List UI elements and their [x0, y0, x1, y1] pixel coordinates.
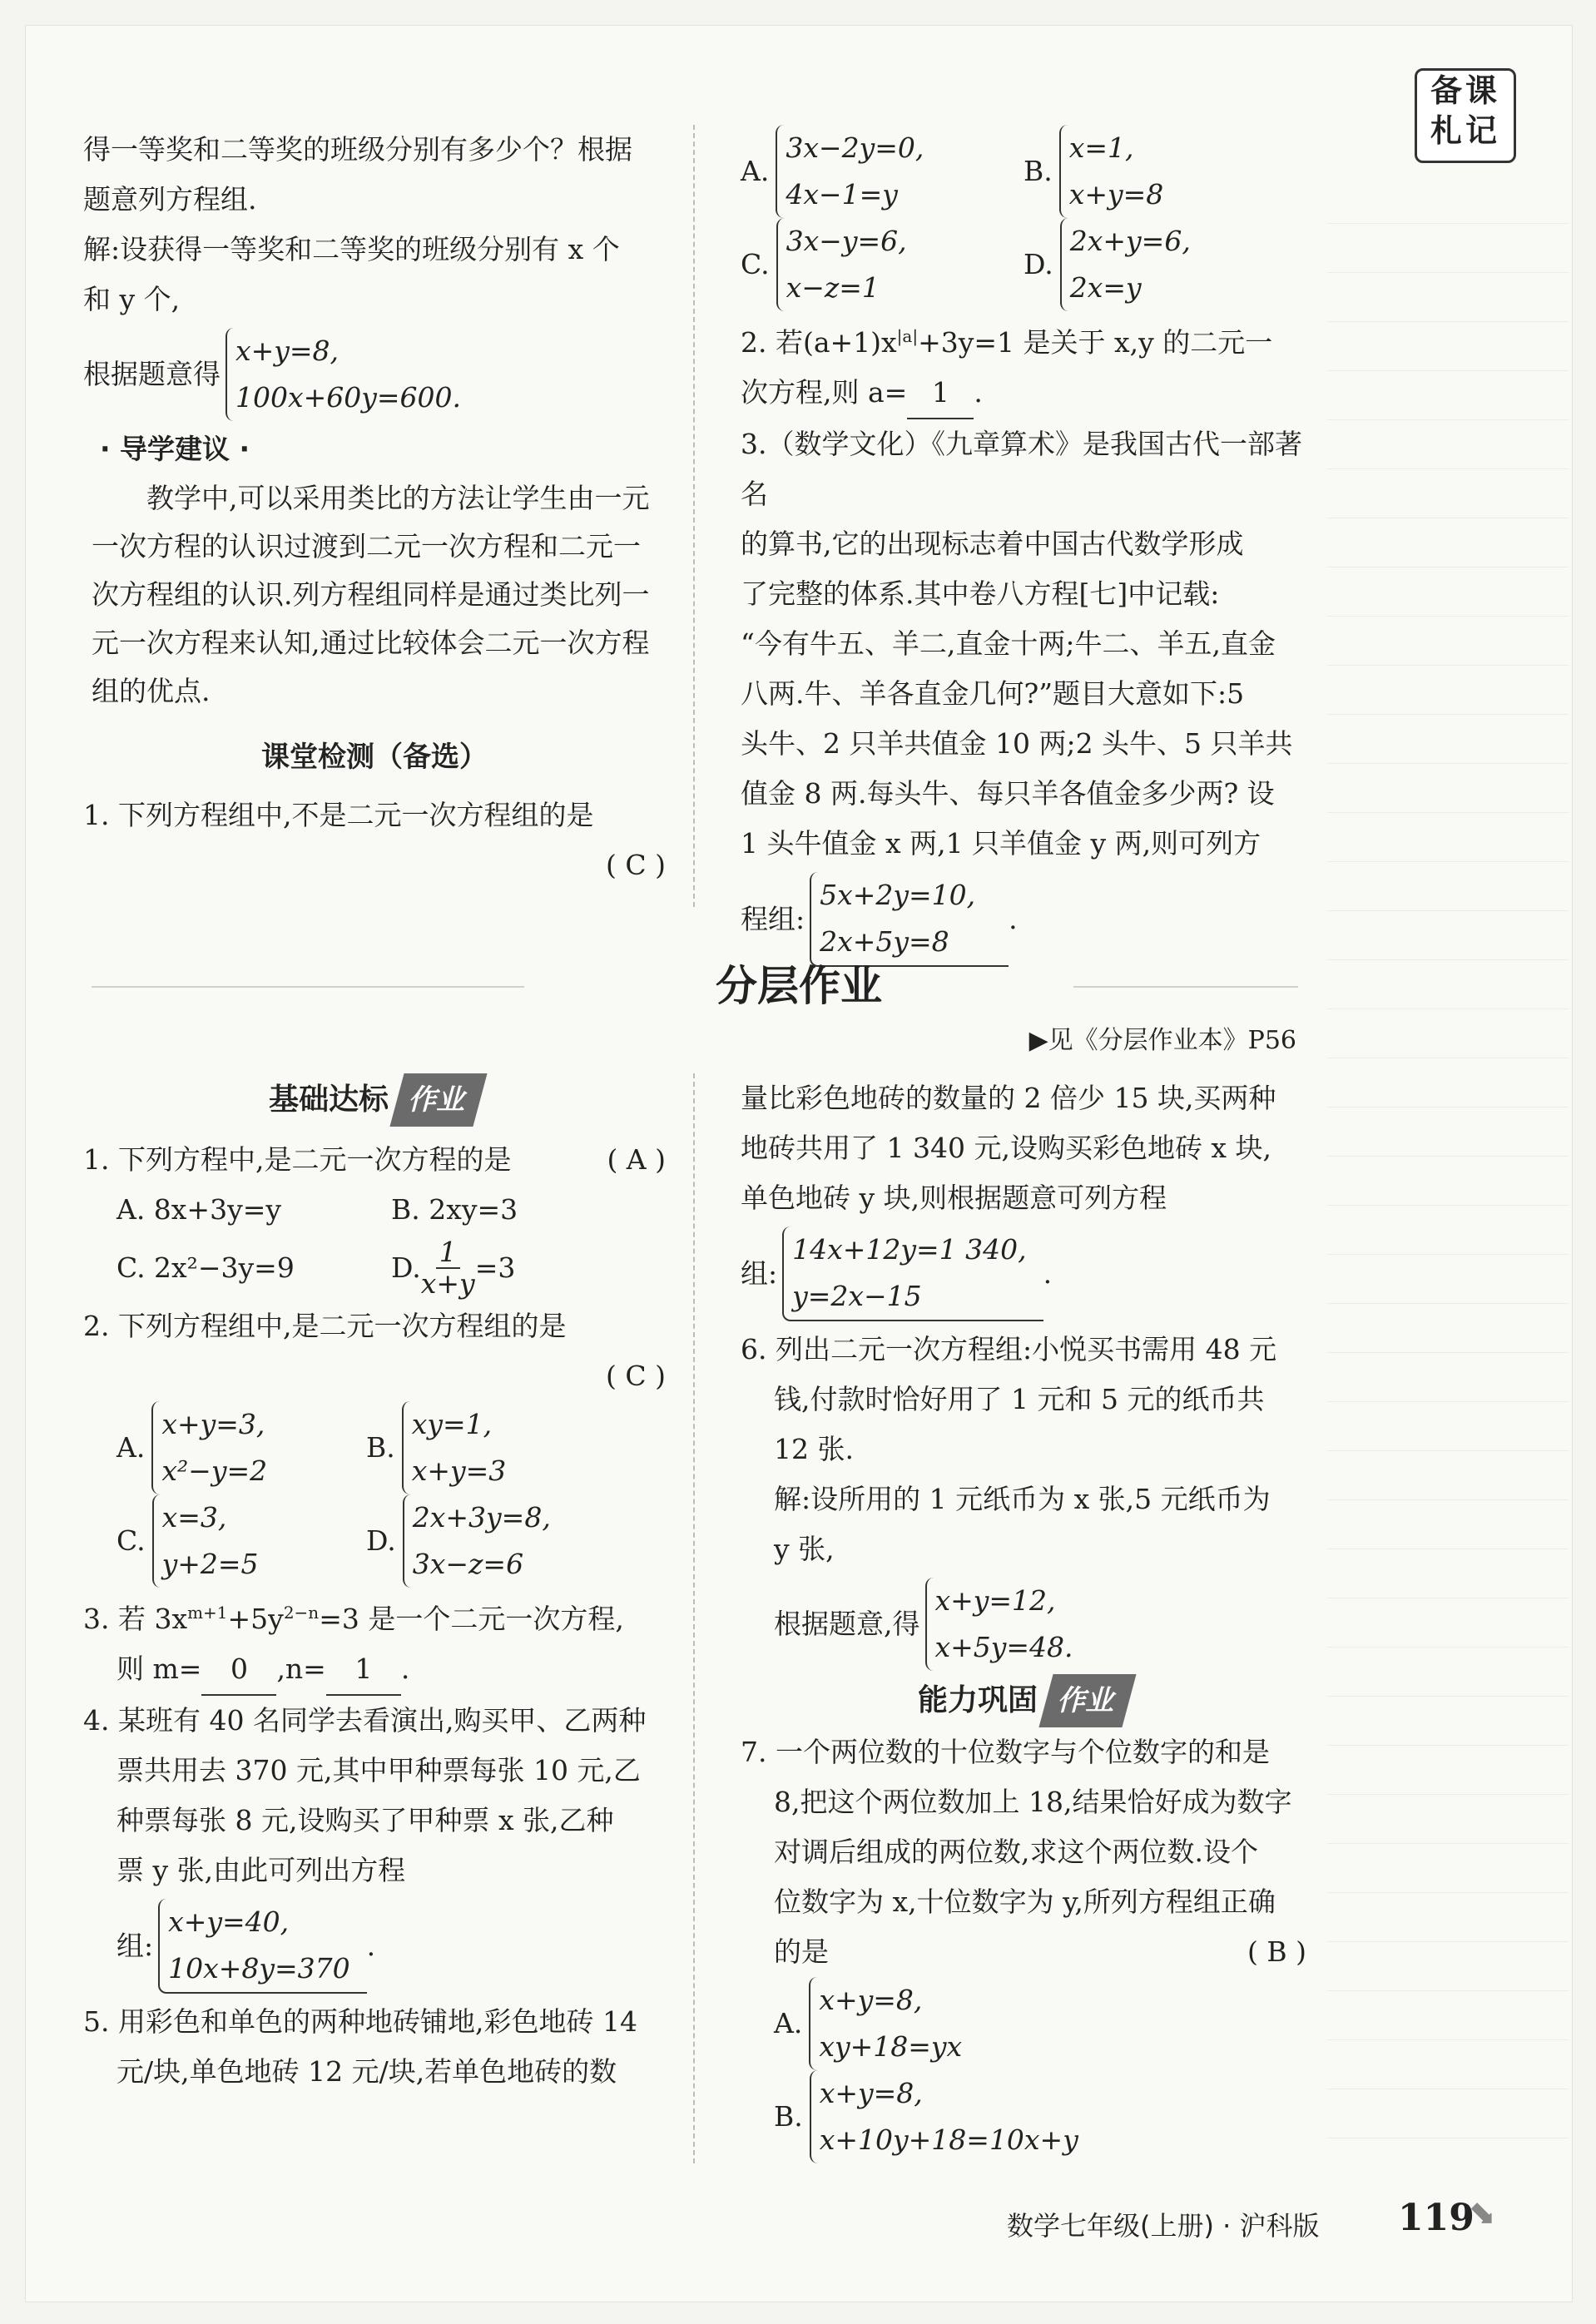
basic-q2-options-1 [83, 1401, 666, 1494]
section-title: 分层作业 [716, 962, 882, 1010]
check-q2-line2: 次方程,则 a= 1 . [741, 368, 1306, 419]
basic-q6-line3: 12 张. [774, 1433, 854, 1465]
note-badge [1415, 68, 1516, 163]
basic-q5-line2: 元/块,单色地砖 12 元/块,若单色地砖的数 [116, 2055, 617, 2088]
basic-q5-system: 组: 14x+12y=1 340, y=2x−15 . [741, 1226, 1306, 1321]
basic-q1-answer: ( A ) [607, 1143, 666, 1176]
column-divider-top [693, 125, 695, 907]
basic-q2-options-2 [83, 1494, 666, 1588]
check-q3-label: 程组: [741, 903, 805, 935]
option-c: C. 3x−y=6, x−z=1 [741, 218, 1024, 311]
basic-q2-a: A. x+y=3, x²−y=2 [83, 1401, 366, 1494]
basic-q5-line5: 单色地砖 y 块,则根据题意可列方程 [741, 1182, 1167, 1214]
top-left-column [83, 125, 666, 890]
basic-q2-b: B. xy=1, x+y=3 [366, 1401, 649, 1494]
ability-tag-row [741, 1674, 1306, 1727]
option-d: D. 2x+y=6, 2x=y [1024, 218, 1306, 311]
ability-q7-line3: 对调后组成的两位数,求这个两位数.设个 [774, 1836, 1258, 1868]
solution-eq2: 100x+60y=600. [235, 381, 462, 414]
check-q3-eq1: 5x+2y=10, [820, 879, 976, 911]
intro-line-2: 题意列方程组. [83, 183, 257, 216]
bottom-right-column [741, 1073, 1306, 2163]
check-q3-system: 程组: 5x+2y=10, 2x+5y=8 . [741, 872, 1306, 967]
basic-q4-label: 组: [116, 1930, 154, 1962]
basic-q2-c: C. x=3, y+2=5 [83, 1494, 366, 1588]
basic-q5-eq1: 14x+12y=1 340, [792, 1233, 1027, 1266]
check-q3-eq2: 2x+5y=8 [820, 925, 949, 958]
basic-q6-sol1: 解:设所用的 1 元纸币为 x 张,5 元纸币为 [774, 1483, 1271, 1515]
top-right-column [741, 125, 1306, 970]
basic-q5-line3: 量比彩色地砖的数量的 2 倍少 15 块,买两种 [741, 1082, 1276, 1114]
note-margin-lines [1327, 175, 1569, 2155]
guide-text: 教学中,可以采用类比的方法让学生由一元一次方程的认识过渡到二元一次方程和二元一次方程组的认识.列方程组同样是通过类比列一元一次方程来认知,通过比较体会二元一次方程组的优点. [92, 482, 650, 707]
basic-q5-line4: 地砖共用了 1 340 元,设购买彩色地砖 x 块, [741, 1132, 1272, 1164]
option-b: B. x=1, x+y=8 [1024, 125, 1306, 218]
column-divider-bottom [693, 1073, 695, 2163]
basic-q3-m-blank: 0 [201, 1644, 276, 1696]
page-number: 119 [1398, 2197, 1475, 2239]
check-q2-line1: 2. 若$(a+1)x^{|a|}+3y=1$ 是关于 x,y 的二元一 [741, 326, 1273, 359]
option-b-eq2: x+y=8 [1068, 178, 1164, 211]
ability-tag-box: 作业 [1038, 1674, 1136, 1727]
ability-q7-b: B. x+y=8, x+10y+18=10x+y [741, 2070, 1190, 2163]
basic-q6-eq2: x+5y=48. [934, 1631, 1073, 1663]
option-d-eq1: 2x+y=6, [1069, 225, 1191, 257]
basic-q4-line3: 种票每张 8 元,设购买了甲种票 x 张,乙种 [116, 1804, 614, 1836]
solution-system [83, 328, 666, 421]
solution-line-1: 解:设获得一等奖和二等奖的班级分别有 x 个 [83, 233, 620, 265]
basic-q6-line2: 钱,付款时恰好用了 1 元和 5 元的纸币共 [774, 1383, 1265, 1415]
ability-q7-line5: 的是 ( B ) [741, 1927, 1306, 1977]
ability-q7-line1: 7. 一个两位数的十位数字与个位数字的和是 [741, 1736, 1270, 1768]
options-row-1 [741, 125, 1306, 218]
ability-tag-label: 能力巩固 [917, 1683, 1038, 1717]
section-rule-left [92, 986, 524, 988]
option-a-eq1: 3x−2y=0, [786, 131, 924, 164]
check-q3-line1: 3.（数学文化）《九章算术》是我国古代一部著名 [741, 428, 1302, 510]
section-rule-right [1073, 986, 1298, 988]
basic-q4-eq1: x+y=40, [168, 1905, 290, 1938]
ability-q7-line4: 位数字为 x,十位数字为 y,所列方程组正确 [774, 1885, 1276, 1918]
footer-text: 数学七年级(上册) · 沪科版 [1007, 2210, 1320, 2242]
option-a: A. 3x−2y=0, 4x−1=y [741, 125, 1024, 218]
basic-tag [269, 1073, 480, 1127]
basic-tag-label: 基础达标 [268, 1083, 389, 1117]
check-q3-line3: 了完整的体系.其中卷八方程[七]中记载: [741, 577, 1220, 610]
basic-q4-system: 组: x+y=40, 10x+8y=370 . [83, 1899, 666, 1994]
basic-q3-line1: 3. 若 $3x^{m+1}+5y^{2-n}=3$ 是一个二元一次方程, [83, 1603, 624, 1635]
basic-q1-c: C. 2x²−3y=9 [116, 1251, 295, 1284]
corner-arrow-icon: ⬊ [1469, 2195, 1497, 2233]
check-q1-answer: ( C ) [606, 849, 666, 881]
check-q3-line8: 1 头牛值金 x 两,1 只羊值金 y 两,则可列方 [741, 827, 1261, 860]
basic-q1-options-2 [83, 1235, 666, 1301]
basic-q1-b: B. 2xy=3 [391, 1193, 518, 1226]
basic-tag-row [83, 1073, 666, 1127]
basic-q2: 2. 下列方程组中,是二元一次方程组的是 [83, 1310, 567, 1342]
solution-label: 根据题意得 [83, 358, 221, 390]
note-badge-line2: 札记 [1430, 112, 1500, 149]
ability-tag [918, 1674, 1129, 1727]
options-row-2 [741, 218, 1306, 311]
basic-q3-line2: 则 m= 0 ,n= 1 . [83, 1644, 666, 1696]
check-q3-line4: “今有牛五、羊二,直金十两;牛二、羊五,直金 [741, 627, 1276, 660]
check-q2-blank: 1 [907, 368, 974, 419]
option-c-eq2: x−z=1 [786, 271, 880, 304]
basic-q2-answer: ( C ) [606, 1360, 666, 1392]
basic-q1: 1. 下列方程中,是二元一次方程的是 ( A ) [83, 1135, 666, 1185]
basic-q6-line1: 6. 列出二元一次方程组:小悦买书需用 48 元 [741, 1333, 1277, 1365]
ability-q7-answer: ( B ) [1247, 1935, 1306, 1968]
basic-q4-line4: 票 y 张,由此可列出方程 [116, 1854, 406, 1886]
ability-q7-a: A. x+y=8, xy+18=yx [741, 1977, 1190, 2070]
note-badge-line1: 备课 [1430, 72, 1500, 109]
basic-q3-n-blank: 1 [326, 1644, 401, 1696]
option-d-eq2: 2x=y [1069, 271, 1142, 304]
intro-line-1: 得一等奖和二等奖的班级分别有多少个？根据 [83, 133, 632, 166]
ability-q7-line2: 8,把这个两位数加上 18,结果恰好成为数字 [774, 1786, 1292, 1818]
option-b-eq1: x=1, [1068, 131, 1134, 164]
basic-q5-eq2: y=2x−15 [792, 1280, 922, 1312]
basic-q6-sol2: y 张, [774, 1533, 835, 1565]
basic-q6-label: 根据题意,得 [774, 1608, 920, 1640]
section-reference: ▶见《分层作业本》P56 [1028, 1026, 1296, 1055]
check-q3-line2: 的算书,它的出现标志着中国古代数学形成 [741, 528, 1244, 560]
check-q3-line6: 头牛、2 只羊共值金 10 两;2 头牛、5 只羊共 [741, 727, 1293, 760]
basic-q6-eq1: x+y=12, [934, 1584, 1056, 1617]
option-a-eq2: 4x−1=y [786, 178, 898, 211]
check-q3-line5: 八两.牛、羊各直金几何?”题目大意如下:5 [741, 677, 1245, 710]
basic-q4-eq2: 10x+8y=370 [168, 1952, 350, 1985]
guide-title: · 导学建议 · [100, 433, 250, 465]
basic-q4-line2: 票共用去 370 元,其中甲种票每张 10 元,乙 [116, 1754, 641, 1786]
solution-line-2: 和 y 个, [83, 283, 181, 315]
basic-q6-system [741, 1578, 1306, 1671]
basic-q5-label: 组: [741, 1257, 778, 1290]
basic-tag-box: 作业 [389, 1073, 487, 1127]
check-q1: 1. 下列方程组中,不是二元一次方程组的是 [83, 799, 594, 831]
check-title: 课堂检测（备选） [261, 741, 488, 774]
basic-q5-line1: 5. 用彩色和单色的两种地砖铺地,彩色地砖 14 [83, 2005, 637, 2038]
check-q3-line7: 值金 8 两.每头牛、每只羊各值金多少两? 设 [741, 777, 1275, 810]
basic-q2-d: D. 2x+3y=8, 3x−z=6 [366, 1494, 649, 1588]
basic-q4-line1: 4. 某班有 40 名同学去看演出,购买甲、乙两种 [83, 1704, 647, 1737]
solution-eq1: x+y=8, [235, 334, 340, 367]
basic-q1-d: D. $\frac{1}{x+y}$ =3 [391, 1236, 516, 1300]
basic-q1-a: A. 8x+3y=y [116, 1193, 281, 1226]
bottom-left-column [83, 1073, 666, 2097]
option-c-eq1: 3x−y=6, [786, 225, 907, 257]
basic-q1-options-1 [83, 1185, 666, 1235]
